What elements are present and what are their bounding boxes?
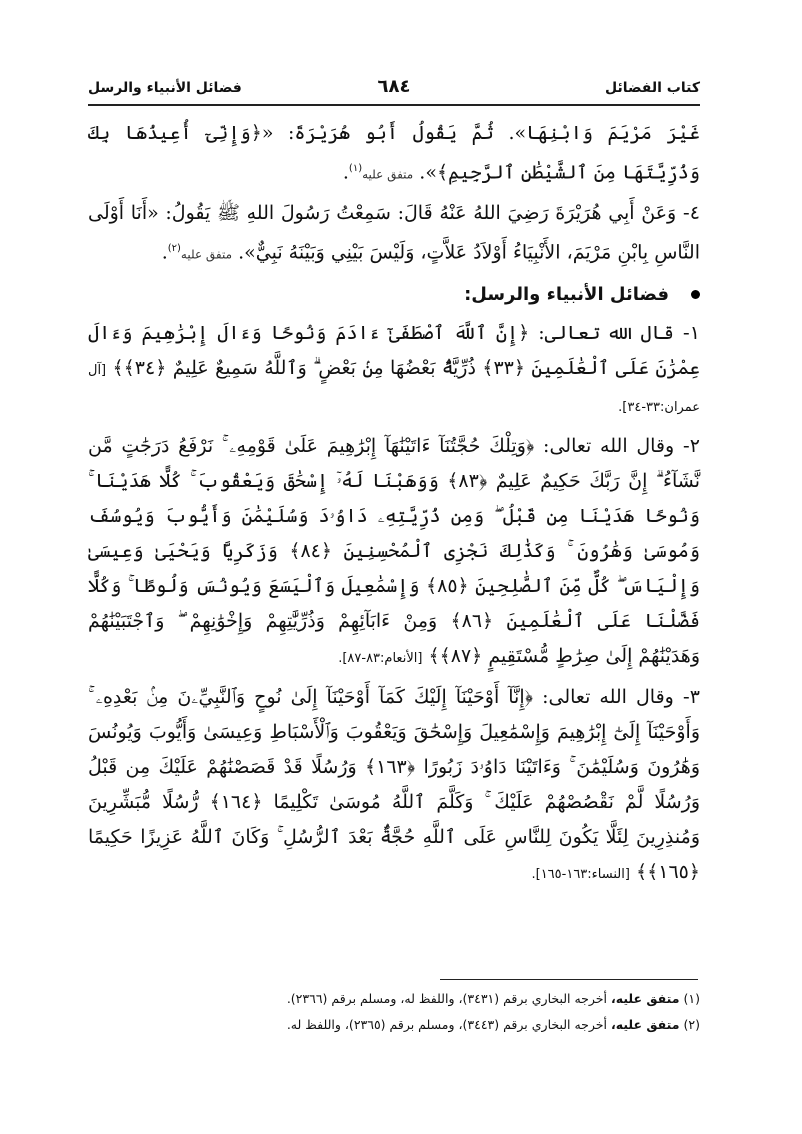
footnote-text: أخرجه البخاري برقم (٣٤٣١)، واللفظ له، ومسلم برقم (٢٣٦٦).	[286, 991, 607, 1006]
hadith-text: غَيْرَ مَرْيَمَ وَابْنِهَا». ثُمَّ يَقُولُ أَبُو هُرَيْرَةَ: «﴿وَإِنِّىٓ أُعِيذُهَا بِكَ وَذُرِّيَّتَهَا مِنَ ٱلشَّيْطَٰنِ ٱلرَّجِيمِ﴾».	[88, 122, 700, 184]
footnote-marker: (١)	[683, 991, 700, 1006]
verse-item-3	[88, 680, 700, 892]
quran-verse: ﴿إِنَّ ٱللَّهَ ٱصْطَفَىٰٓ ءَادَمَ وَنُوحًا وَءَالَ إِبْرَٰهِيمَ وَءَالَ عِمْرَٰنَ عَلَى ٱلْعَٰلَمِينَ ﴿٣٣﴾ ذُرِّيَّةًۢ بَعْضُهَا مِنۢ بَعْضٍ ۗ وَٱللَّهُ سَمِيعٌ عَلِيمٌ ﴿٣٤﴾﴾	[88, 321, 700, 379]
section-heading-line	[88, 277, 700, 312]
hadith-3-continuation: غَيْرَ مَرْيَمَ وَابْنِهَا». ثُمَّ يَقُولُ أَبُو هُرَيْرَةَ: «﴿وَإِنِّىٓ أُعِيذُهَا بِكَ وَذُرِّيَّتَهَا مِنَ ٱلشَّيْطَٰنِ ٱلرَّجِيمِ﴾». متفق عليه$^{(١)}$.	[88, 122, 700, 184]
item-number: ٢-	[682, 434, 700, 457]
footnote-1	[88, 986, 700, 1012]
book-title: كتاب الفضائل	[605, 80, 700, 96]
footnotes	[88, 986, 700, 1038]
section-title: فضائل الأنبياء والرسل	[88, 80, 242, 96]
verse-intro: وقال الله تعالى:	[542, 685, 674, 708]
bullet-icon	[691, 290, 700, 299]
hadith-4: ٤- وَعَنْ أَبِي هُرَيْرَةَ رَضِيَ اللهُ عَنْهُ قَالَ: سَمِعْتُ رَسُولَ اللهِ ﷺ يَقُولُ: «أَنَا أَوْلَى النَّاسِ بِابْنِ مَرْيَمَ، الأَنْبِيَاءُ أَوْلاَدُ عَلاَّتٍ، وَلَيْسَ بَيْنِي وَبَيْنَهُ نَبِيٌّ». متفق عليه$^{(٢)}$.	[88, 202, 700, 264]
verse-item-2	[88, 429, 700, 676]
footnote-bold: متفق عليه،	[610, 991, 680, 1006]
verse-source: [النساء:١٦٣-١٦٥].	[531, 866, 630, 882]
section-heading: فضائل الأنبياء والرسل:	[464, 283, 669, 305]
verse-intro: قال الله تعالى:	[538, 321, 674, 344]
footnote-ref[interactable]: (٢)	[167, 243, 181, 255]
hadith-text: وَعَنْ أَبِي هُرَيْرَةَ رَضِيَ اللهُ عَنْهُ قَالَ: سَمِعْتُ رَسُولَ اللهِ ﷺ يَقُولُ: «أَنَا أَوْلَى النَّاسِ بِابْنِ مَرْيَمَ، الأَنْبِيَاءُ أَوْلاَدُ عَلاَّتٍ، وَلَيْسَ بَيْنِي وَبَيْنَهُ نَبِيٌّ».	[88, 202, 700, 264]
verse-source: [الأنعام:٨٣-٨٧].	[338, 650, 423, 666]
footnote-ref[interactable]: (١)	[348, 163, 363, 174]
footnote-rule	[440, 979, 698, 980]
quran-verse: ﴿وَتِلْكَ حُجَّتُنَآ ءَاتَيْنَٰهَآ إِبْرَٰهِيمَ عَلَىٰ قَوْمِهِۦ ۚ نَرْفَعُ دَرَجَٰتٍ مَّن نَّشَآءُ ۗ إِنَّ رَبَّكَ حَكِيمٌ عَلِيمٌ ﴿٨٣﴾ وَوَهَبْنَا لَهُۥٓ إِسْحَٰقَ وَيَعْقُوبَ ۚ كُلًّا هَدَيْنَا ۚ وَنُوحًا هَدَيْنَا مِن قَبْلُ ۖ وَمِن ذُرِّيَّتِهِۦ دَاوُۥدَ وَسُلَيْمَٰنَ وَأَيُّوبَ وَيُوسُفَ وَمُوسَىٰ وَهَٰرُونَ ۚ وَكَذَٰلِكَ نَجْزِى ٱلْمُحْسِنِينَ ﴿٨٤﴾ وَزَكَرِيَّا وَيَحْيَىٰ وَعِيسَىٰ وَإِلْيَاسَ ۖ كُلٌّ مِّنَ ٱلصَّٰلِحِينَ ﴿٨٥﴾ وَإِسْمَٰعِيلَ وَٱلْيَسَعَ وَيُونُسَ وَلُوطًا ۚ وَكُلًّا فَضَّلْنَا عَلَى ٱلْعَٰلَمِينَ ﴿٨٦﴾ وَمِنْ ءَابَآئِهِمْ وَذُرِّيَّٰتِهِمْ وَإِخْوَٰنِهِمْ ۖ وَٱجْتَبَيْنَٰهُمْ وَهَدَيْنَٰهُمْ إِلَىٰ صِرَٰطٍ مُّسْتَقِيمٍ ﴿٨٧﴾﴾	[88, 434, 701, 667]
quran-verse: ﴿إِنَّآ أَوْحَيْنَآ إِلَيْكَ كَمَآ أَوْحَيْنَآ إِلَىٰ نُوحٍ وَٱلنَّبِيِّۦنَ مِنۢ بَعْدِهِۦ ۚ وَأَوْحَيْنَآ إِلَىٰٓ إِبْرَٰهِيمَ وَإِسْمَٰعِيلَ وَإِسْحَٰقَ وَيَعْقُوبَ وَٱلْأَسْبَاطِ وَعِيسَىٰ وَأَيُّوبَ وَيُونُسَ وَهَٰرُونَ وَسُلَيْمَٰنَ ۚ وَءَاتَيْنَا دَاوُۥدَ زَبُورًا ﴿١٦٣﴾ وَرُسُلًا قَدْ قَصَصْنَٰهُمْ عَلَيْكَ مِن قَبْلُ وَرُسُلًا لَّمْ نَقْصُصْهُمْ عَلَيْكَ ۚ وَكَلَّمَ ٱللَّهُ مُوسَىٰ تَكْلِيمًا ﴿١٦٤﴾ رُّسُلًا مُّبَشِّرِينَ وَمُنذِرِينَ لِئَلَّا يَكُونَ لِلنَّاسِ عَلَى ٱللَّهِ حُجَّةٌۢ بَعْدَ ٱلرُّسُلِ ۚ وَكَانَ ٱللَّهُ عَزِيزًا حَكِيمًا ﴿١٦٥﴾﴾	[88, 685, 700, 883]
running-header	[88, 78, 700, 100]
verse-source: [آل عمران:٣٣-٣٤].	[88, 362, 700, 415]
item-number: ١-	[682, 321, 700, 344]
footnote-text: أخرجه البخاري برقم (٣٤٤٣)، ومسلم برقم (٢٣٦٥)، واللفظ له.	[286, 1017, 607, 1032]
page-number: ٦٨٤	[377, 76, 411, 97]
citation: متفق عليه	[180, 247, 233, 262]
main-text	[88, 116, 700, 896]
citation: متفق عليه	[362, 167, 414, 182]
footnote-marker: (٢)	[683, 1017, 700, 1032]
item-number: ٤-	[682, 202, 700, 225]
header-rule	[88, 104, 700, 106]
verse-intro: وقال الله تعالى:	[543, 434, 675, 457]
footnote-bold: متفق عليه،	[610, 1017, 680, 1032]
item-number: ٣-	[682, 685, 700, 708]
verse-item-1	[88, 316, 700, 425]
footnote-2	[88, 1012, 700, 1038]
